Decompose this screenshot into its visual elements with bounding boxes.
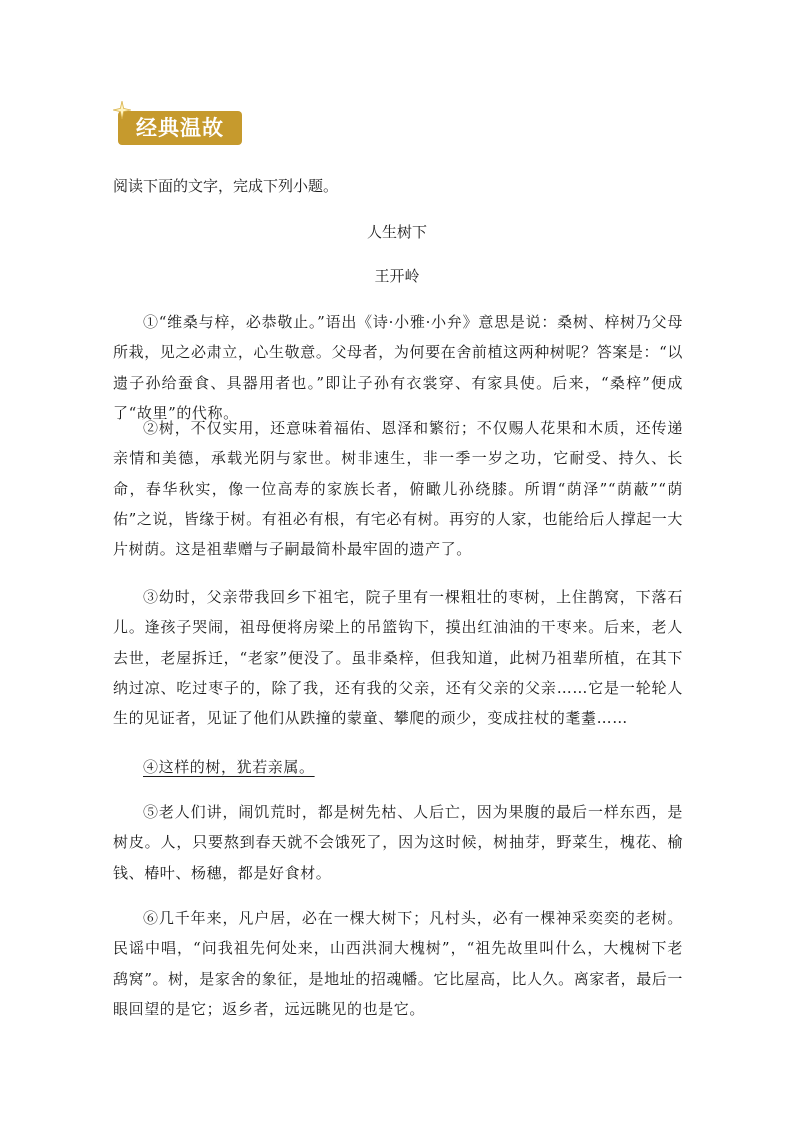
section-badge <box>118 111 242 145</box>
instruction-text: 阅读下面的文字，完成下列小题。 <box>113 177 339 195</box>
paragraph-3: ③幼时，父亲带我回乡下祖宅，院子里有一棵粗壮的枣树，上住鹊窝，下落石儿。逢孩子哭闹，祖母便将房梁上的吊篮钩下，摸出红油油的干枣来。后来，老人去世，老屋拆迁，“老家”便没了。虽非桑梓，但我知道，此树乃祖辈所植，在其下纳过凉、吃过枣子的，除了我，还有我的父亲，还有父亲的父亲……它是一轮轮人生的见证者，见证了他们从跌撞的蒙童、攀爬的顽少，变成拄杖的耄耋…… <box>113 588 683 728</box>
article-author: 王开岭 <box>374 267 420 285</box>
paragraph-6: ⑥几千年来，凡户居，必在一棵大树下；凡村头，必有一棵神采奕奕的老树。民谣中唱，“问我祖先何处来，山西洪洞大槐树”，“祖先故里叫什么，大槐树下老鸹窝”。树，是家舍的象征，是地址的招魂幡。它比屋高，比人久。离家者，最后一眼回望的是它；返乡者，远远眺见的也是它。 <box>113 909 683 1018</box>
section-badge-label: 经典温故 <box>136 116 224 140</box>
paragraph-2: ②树，不仅实用，还意味着福佑、恩泽和繁衍；不仅赐人花果和木质，还传递亲情和美德，承载光阴与家世。树非速生，非一季一岁之功，它耐受、持久、长命，春华秋实，像一位高寿的家族长者，俯瞰儿孙绕膝。所谓“荫泽”“荫蔽”“荫佑”之说，皆缘于树。有祖必有根，有宅必有树。再穷的人家，也能给后人撑起一大片树荫。这是祖辈赠与子嗣最简朴最牢固的遗产了。 <box>113 419 683 559</box>
article-title: 人生树下 <box>366 223 427 241</box>
paragraph-1: ①“维桑与梓，必恭敬止。”语出《诗·小雅·小弁》意思是说：桑树、梓树乃父母所栽，见之必肃立，心生敬意。父母者，为何要在舍前植这两种树呢？答案是：“以遗子孙给蚕食、具器用者也。”即让子孙有衣裳穿、有家具使。后来，“桑梓”便成了“故里”的代称。 <box>113 313 683 422</box>
paragraph-4-underlined-text: ④这样的树，犹若亲属。 <box>143 758 315 776</box>
paragraph-5: ⑤老人们讲，闹饥荒时，都是树先枯、人后亡，因为果腹的最后一样东西，是树皮。人，只要熬到春天就不会饿死了，因为这时候，树抽芽，野菜生，槐花、榆钱、椿叶、杨穗，都是好食材。 <box>113 803 683 882</box>
sparkle-icon <box>113 101 131 119</box>
paragraph-4 <box>113 752 683 782</box>
